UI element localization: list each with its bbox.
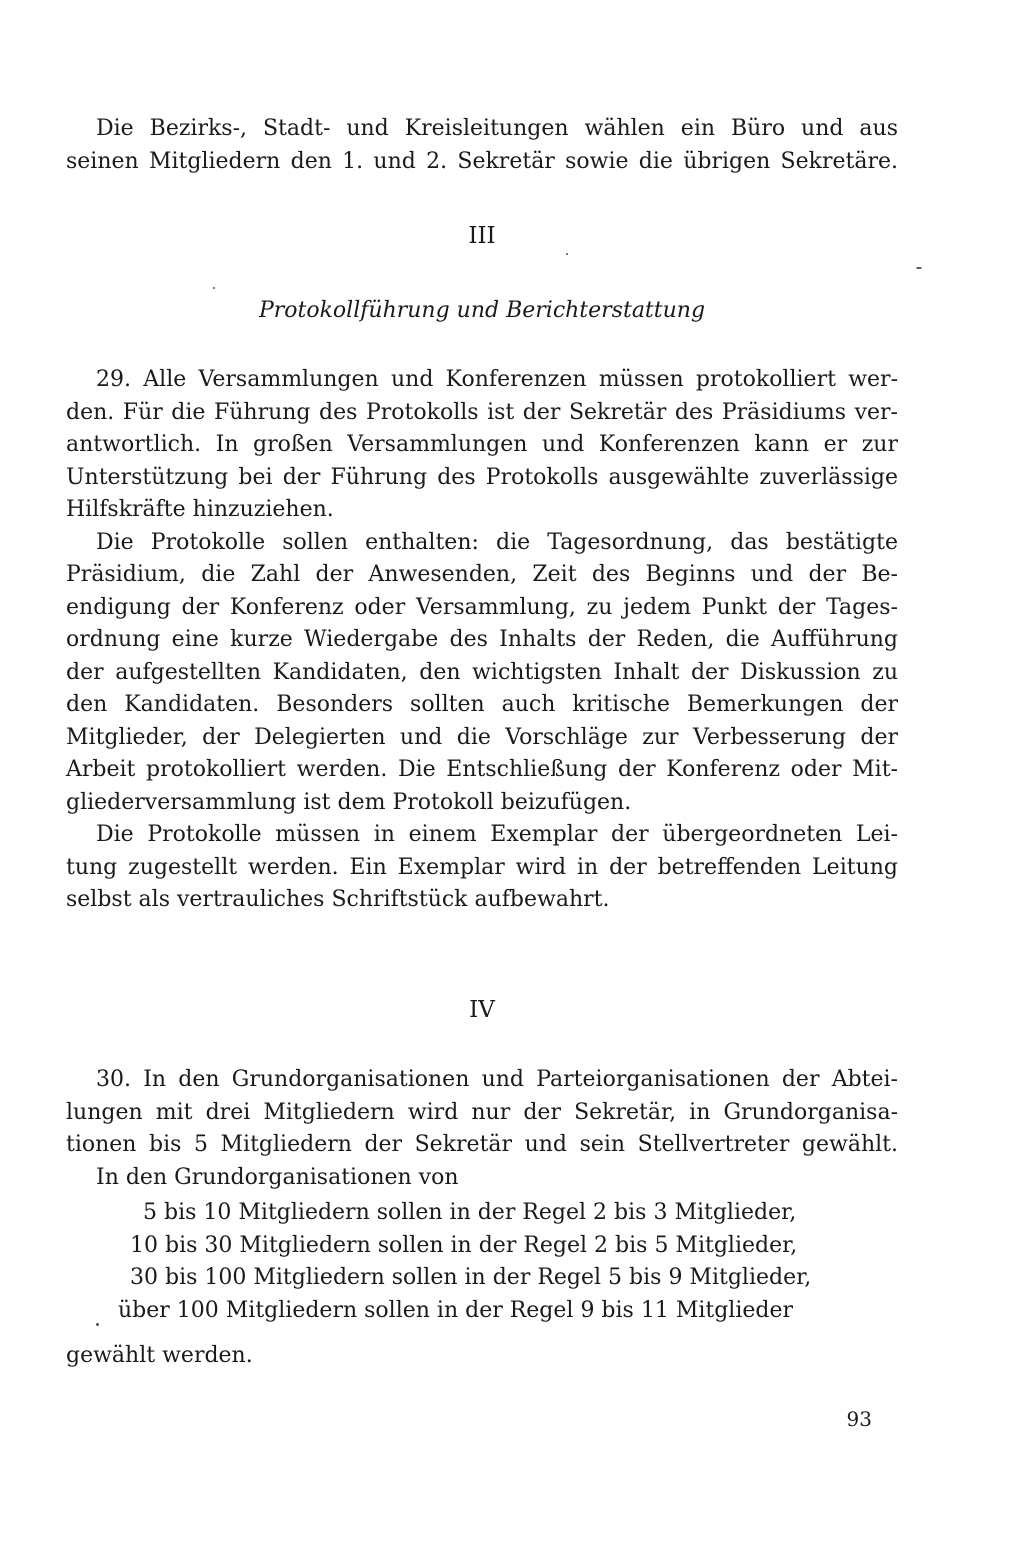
paragraph-30 bbox=[66, 1064, 898, 1194]
scan-speck bbox=[213, 287, 215, 289]
text-line: seinen Mitgliedern den 1. und 2. Sekretär sowie die übrigen Sekretäre. bbox=[66, 148, 898, 174]
paragraph-29 bbox=[66, 364, 898, 917]
scan-speck bbox=[96, 1323, 99, 1326]
text-line: antwortlich. In großen Versammlungen und Konferenzen kann er zur bbox=[66, 432, 898, 457]
list-item: über 100 Mitgliedern sollen in der Regel 9 bis 11 Mitglieder bbox=[118, 1297, 794, 1323]
closing-line: gewählt werden. bbox=[66, 1343, 253, 1368]
text-line: 30. In den Grundorganisationen und Parteiorganisationen der Abtei- bbox=[96, 1067, 898, 1092]
page-number: 93 bbox=[846, 1407, 872, 1431]
text-line: Arbeit protokolliert werden. Die Entschließung der Konferenz oder Mit- bbox=[66, 757, 898, 782]
text-line: In den Grundorganisationen von bbox=[96, 1164, 459, 1190]
section-numeral-iv: IV bbox=[469, 997, 495, 1023]
text-line: Präsidium, die Zahl der Anwesenden, Zeit des Beginns und der Be- bbox=[66, 562, 898, 587]
text-line: tung zugestellt werden. Ein Exemplar wird in der betreffenden Leitung bbox=[66, 854, 898, 880]
text-line: gliederversammlung ist dem Protokoll beizufügen. bbox=[66, 789, 632, 815]
scan-speck bbox=[566, 253, 568, 255]
text-line: Unterstützung bei der Führung des Protokolls ausgewählte zuverlässige bbox=[66, 464, 898, 490]
text-line: lungen mit drei Mitgliedern wird nur der Sekretär, in Grundorganisa- bbox=[66, 1099, 898, 1125]
text-line: Die Bezirks-, Stadt- und Kreisleitungen wählen ein Büro und aus bbox=[96, 116, 898, 141]
text-line: Hilfskräfte hinzuziehen. bbox=[66, 497, 334, 522]
list-item: 30 bis 100 Mitgliedern sollen in der Regel 5 bis 9 Mitglieder, bbox=[130, 1265, 812, 1290]
list-item: 5 bis 10 Mitgliedern sollen in der Regel 2 bis 3 Mitglieder, bbox=[143, 1200, 797, 1225]
text-line: Die Protokolle müssen in einem Exemplar der übergeordneten Lei- bbox=[96, 822, 898, 847]
scan-speck bbox=[916, 267, 922, 269]
text-line: ordnung eine kurze Wiedergabe des Inhalts der Reden, die Aufführung bbox=[66, 627, 898, 652]
text-line: der aufgestellten Kandidaten, den wichtigsten Inhalt der Diskussion zu bbox=[66, 659, 898, 685]
list-item: 10 bis 30 Mitgliedern sollen in der Regel 2 bis 5 Mitglieder, bbox=[130, 1232, 798, 1258]
section-numeral-iii: III bbox=[468, 223, 496, 249]
text-line: Mitglieder, der Delegierten und die Vorschläge zur Verbesserung der bbox=[66, 724, 898, 750]
text-line: tionen bis 5 Mitgliedern der Sekretär und sein Stellvertreter gewählt. bbox=[66, 1132, 898, 1157]
text-line: den. Für die Führung des Protokolls ist der Sekretär des Präsidiums ver- bbox=[66, 399, 898, 425]
text-line: den Kandidaten. Besonders sollten auch kritische Bemerkungen der bbox=[66, 692, 898, 717]
text-line: selbst als vertrauliches Schriftstück aufbewahrt. bbox=[66, 887, 610, 912]
text-line: endigung der Konferenz oder Versammlung, zu jedem Punkt der Tages- bbox=[66, 594, 898, 620]
member-count-list bbox=[66, 1197, 898, 1327]
text-line: 29. Alle Versammlungen und Konferenzen müssen protokolliert wer- bbox=[96, 367, 898, 392]
text-line: Die Protokolle sollen enthalten: die Tagesordnung, das bestätigte bbox=[96, 529, 898, 555]
section-title: Protokollführung und Berichterstattung bbox=[258, 298, 706, 323]
intro-paragraph bbox=[66, 113, 898, 178]
